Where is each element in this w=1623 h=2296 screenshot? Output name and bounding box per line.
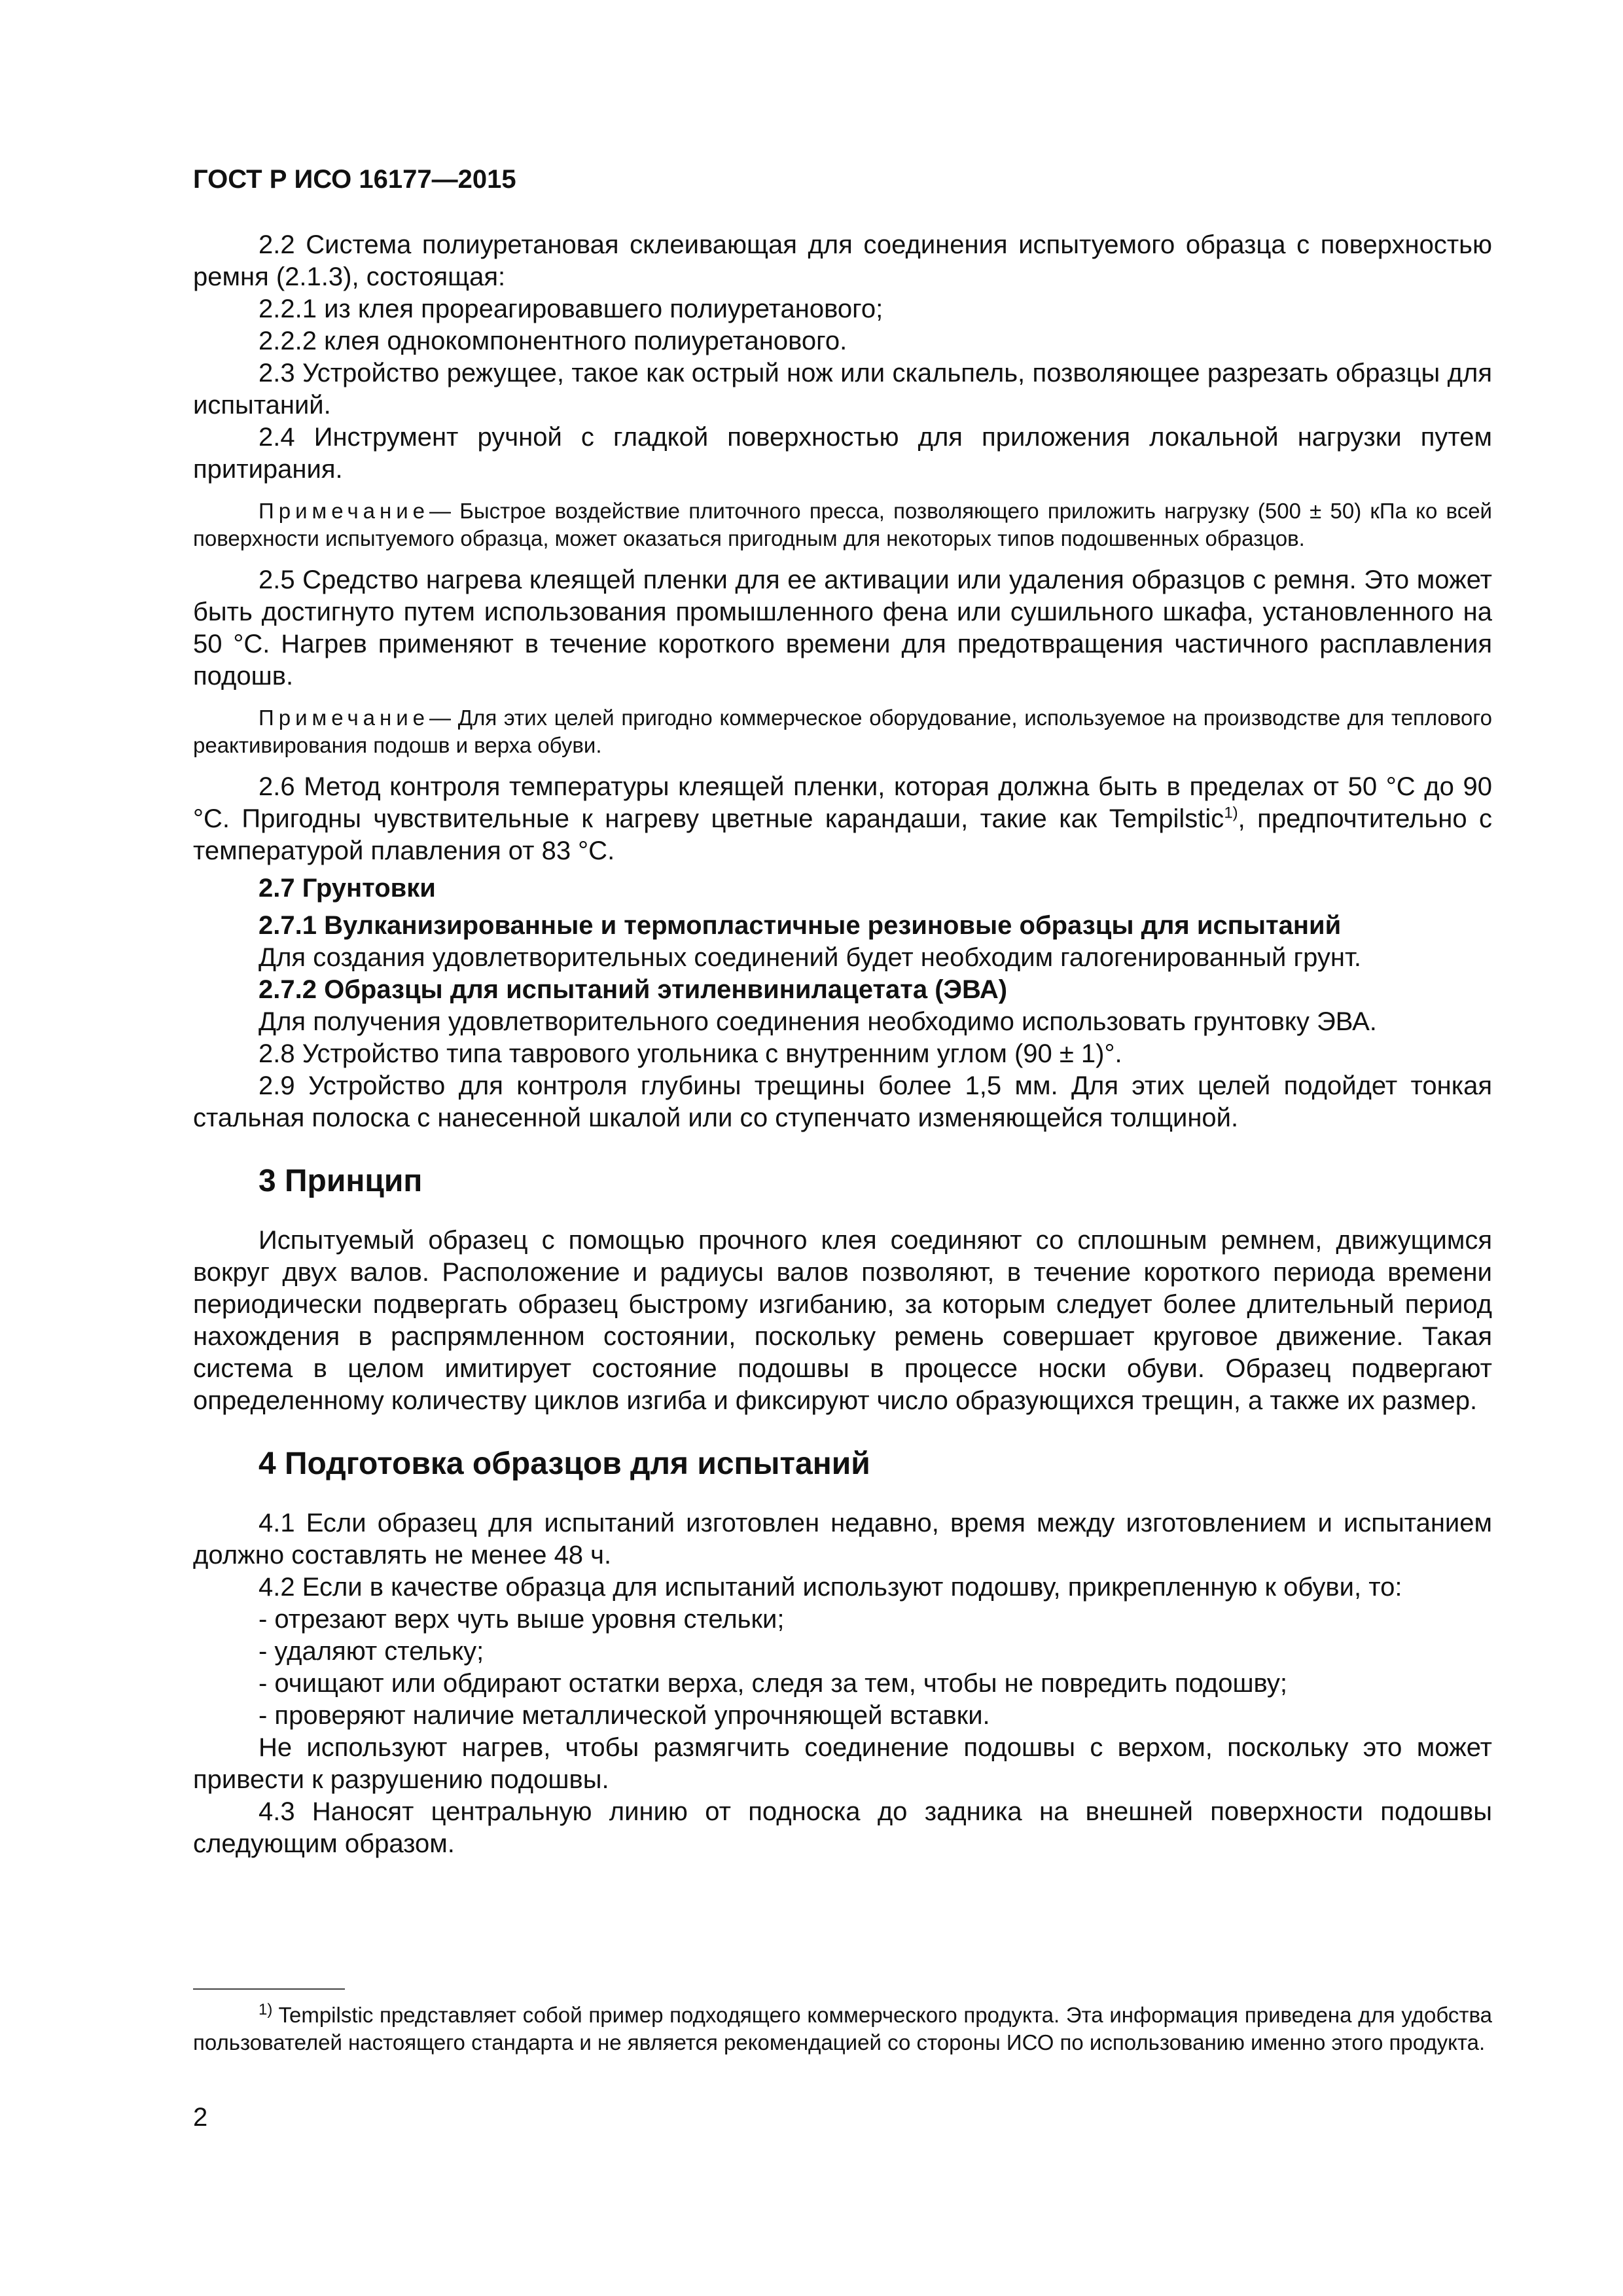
section-3-text: Испытуемый образец с помощью прочного клея соединяют со сплошным ремнем, движущимся вокруг двух валов. Расположение и радиусы валов позволяют, в течение короткого периода времени периодически подвергать образец быстрому изгибанию, за которым следует более длительный период нахождения в распрямленном состоянии, поскольку ремень совершает круговое движение. Такая система в целом имитирует состояние подошвы в процессе носки обуви. Образец подвергают определенному количеству циклов изгиба и фиксируют число образующихся трещин, а также их размер. <box>193 1226 1492 1415</box>
clause-2-9: 2.9 Устройство для контроля глубины трещины более 1,5 мм. Для этих целей подойдет тонкая стальная полоска с нанесенной шкалой или со ступенчато изменяющейся толщиной. <box>193 1071 1492 1132</box>
clause-2-2: 2.2 Система полиуретановая склеивающая для соединения испытуемого образца с поверхностью ремня (2.1.3), состоящая: <box>193 230 1492 291</box>
list-item: - отрезают верх чуть выше уровня стельки; <box>259 1605 785 1634</box>
clause-4-3: 4.3 Наносят центральную линию от подноска до задника на внешней поверхности подошвы следующим образом. <box>193 1797 1492 1858</box>
clause-2-7-2-text: Для получения удовлетворительного соединения необходимо использовать грунтовку ЭВА. <box>259 1007 1377 1036</box>
clause-4-1: 4.1 Если образец для испытаний изготовлен недавно, время между изготовлением и испытанием должно составлять не менее 48 ч. <box>193 1509 1492 1570</box>
note-1-text: — Быстрое воздействие плиточного пресса, позволяющего приложить нагрузку (500 ± 50) кПа ко всей поверхности испытуемого образца, может оказаться пригодным для некоторых типов подошвенных образцов. <box>193 499 1492 550</box>
clause-2-6-text-a: 2.6 Метод контроля температуры клеящей пленки, которая должна быть в пределах от 50 °С до 90 °С. Пригодны чувствительные к нагреву цветные карандаши, такие как Tempilstic <box>193 772 1492 833</box>
section-3-title: 3 Принцип <box>259 1164 423 1198</box>
clause-2-6 <box>193 771 1492 867</box>
note-2 <box>193 704 1492 759</box>
note-2-text: — Для этих целей пригодно коммерческое оборудование, используемое на производстве для теплового реактивирования подошв и верха обуви. <box>193 706 1492 757</box>
heading-2-7-1: 2.7.1 Вулканизированные и термопластичные резиновые образцы для испытаний <box>259 911 1342 940</box>
list-item: - проверяют наличие металлической упрочняющей вставки. <box>259 1701 990 1730</box>
footnote-marker: 1) <box>259 2001 273 2018</box>
section-4-title: 4 Подготовка образцов для испытаний <box>259 1446 870 1481</box>
footnote-text: Tempilstic представляет собой пример подходящего коммерческого продукта. Эта информация приведена для удобства пользователей настоящего стандарта и не является рекомендацией со стороны ИСО по использованию именно этого продукта. <box>193 2003 1492 2054</box>
document-header: ГОСТ Р ИСО 16177—2015 <box>193 165 516 194</box>
clause-2-2-2: 2.2.2 клея однокомпонентного полиуретанового. <box>259 327 847 355</box>
clause-2-6-text-b: , предпочтительно с температурой плавления от 83 °С. <box>193 804 1492 865</box>
clause-2-5: 2.5 Средство нагрева клеящей пленки для ее активации или удаления образцов с ремня. Это может быть достигнуто путем использования промышленного фена или сушильного шкафа, установленного на 50 °С. Нагрев применяют в течение короткого времени для предотвращения частичного расплавления подошв. <box>193 565 1492 691</box>
list-item: - очищают или обдирают остатки верха, следя за тем, чтобы не повредить подошву; <box>259 1669 1288 1698</box>
list-item: - удаляют стельку; <box>259 1637 484 1666</box>
footnote-divider <box>193 1988 345 1990</box>
footnote-ref: 1) <box>1224 804 1238 822</box>
heat-warning: Не используют нагрев, чтобы размягчить соединение подошвы с верхом, поскольку это может привести к разрушению подошвы. <box>193 1733 1492 1794</box>
clause-2-8: 2.8 Устройство типа таврового угольника с внутренним углом (90 ± 1)°. <box>259 1039 1122 1068</box>
footnote <box>193 2001 1492 2056</box>
clause-2-2-1: 2.2.1 из клея прореагировавшего полиуретанового; <box>259 295 883 323</box>
page-number: 2 <box>193 2103 208 2132</box>
note-1 <box>193 497 1492 552</box>
heading-2-7: 2.7 Грунтовки <box>259 874 436 903</box>
note-1-label: Примечание <box>259 499 430 523</box>
heading-2-7-2: 2.7.2 Образцы для испытаний этиленвинилацетата (ЭВА) <box>259 975 1008 1004</box>
main-content <box>193 229 1492 1860</box>
clause-2-4: 2.4 Инструмент ручной с гладкой поверхностью для приложения локальной нагрузки путем притирания. <box>193 423 1492 484</box>
clause-4-2: 4.2 Если в качестве образца для испытаний используют подошву, прикрепленную к обуви, то: <box>259 1573 1402 1602</box>
clause-2-7-1-text: Для создания удовлетворительных соединений будет необходим галогенированный грунт. <box>259 943 1361 972</box>
note-2-label: Примечание <box>259 706 430 730</box>
clause-2-3: 2.3 Устройство режущее, такое как острый нож или скальпель, позволяющее разрезать образцы для испытаний. <box>193 359 1492 420</box>
